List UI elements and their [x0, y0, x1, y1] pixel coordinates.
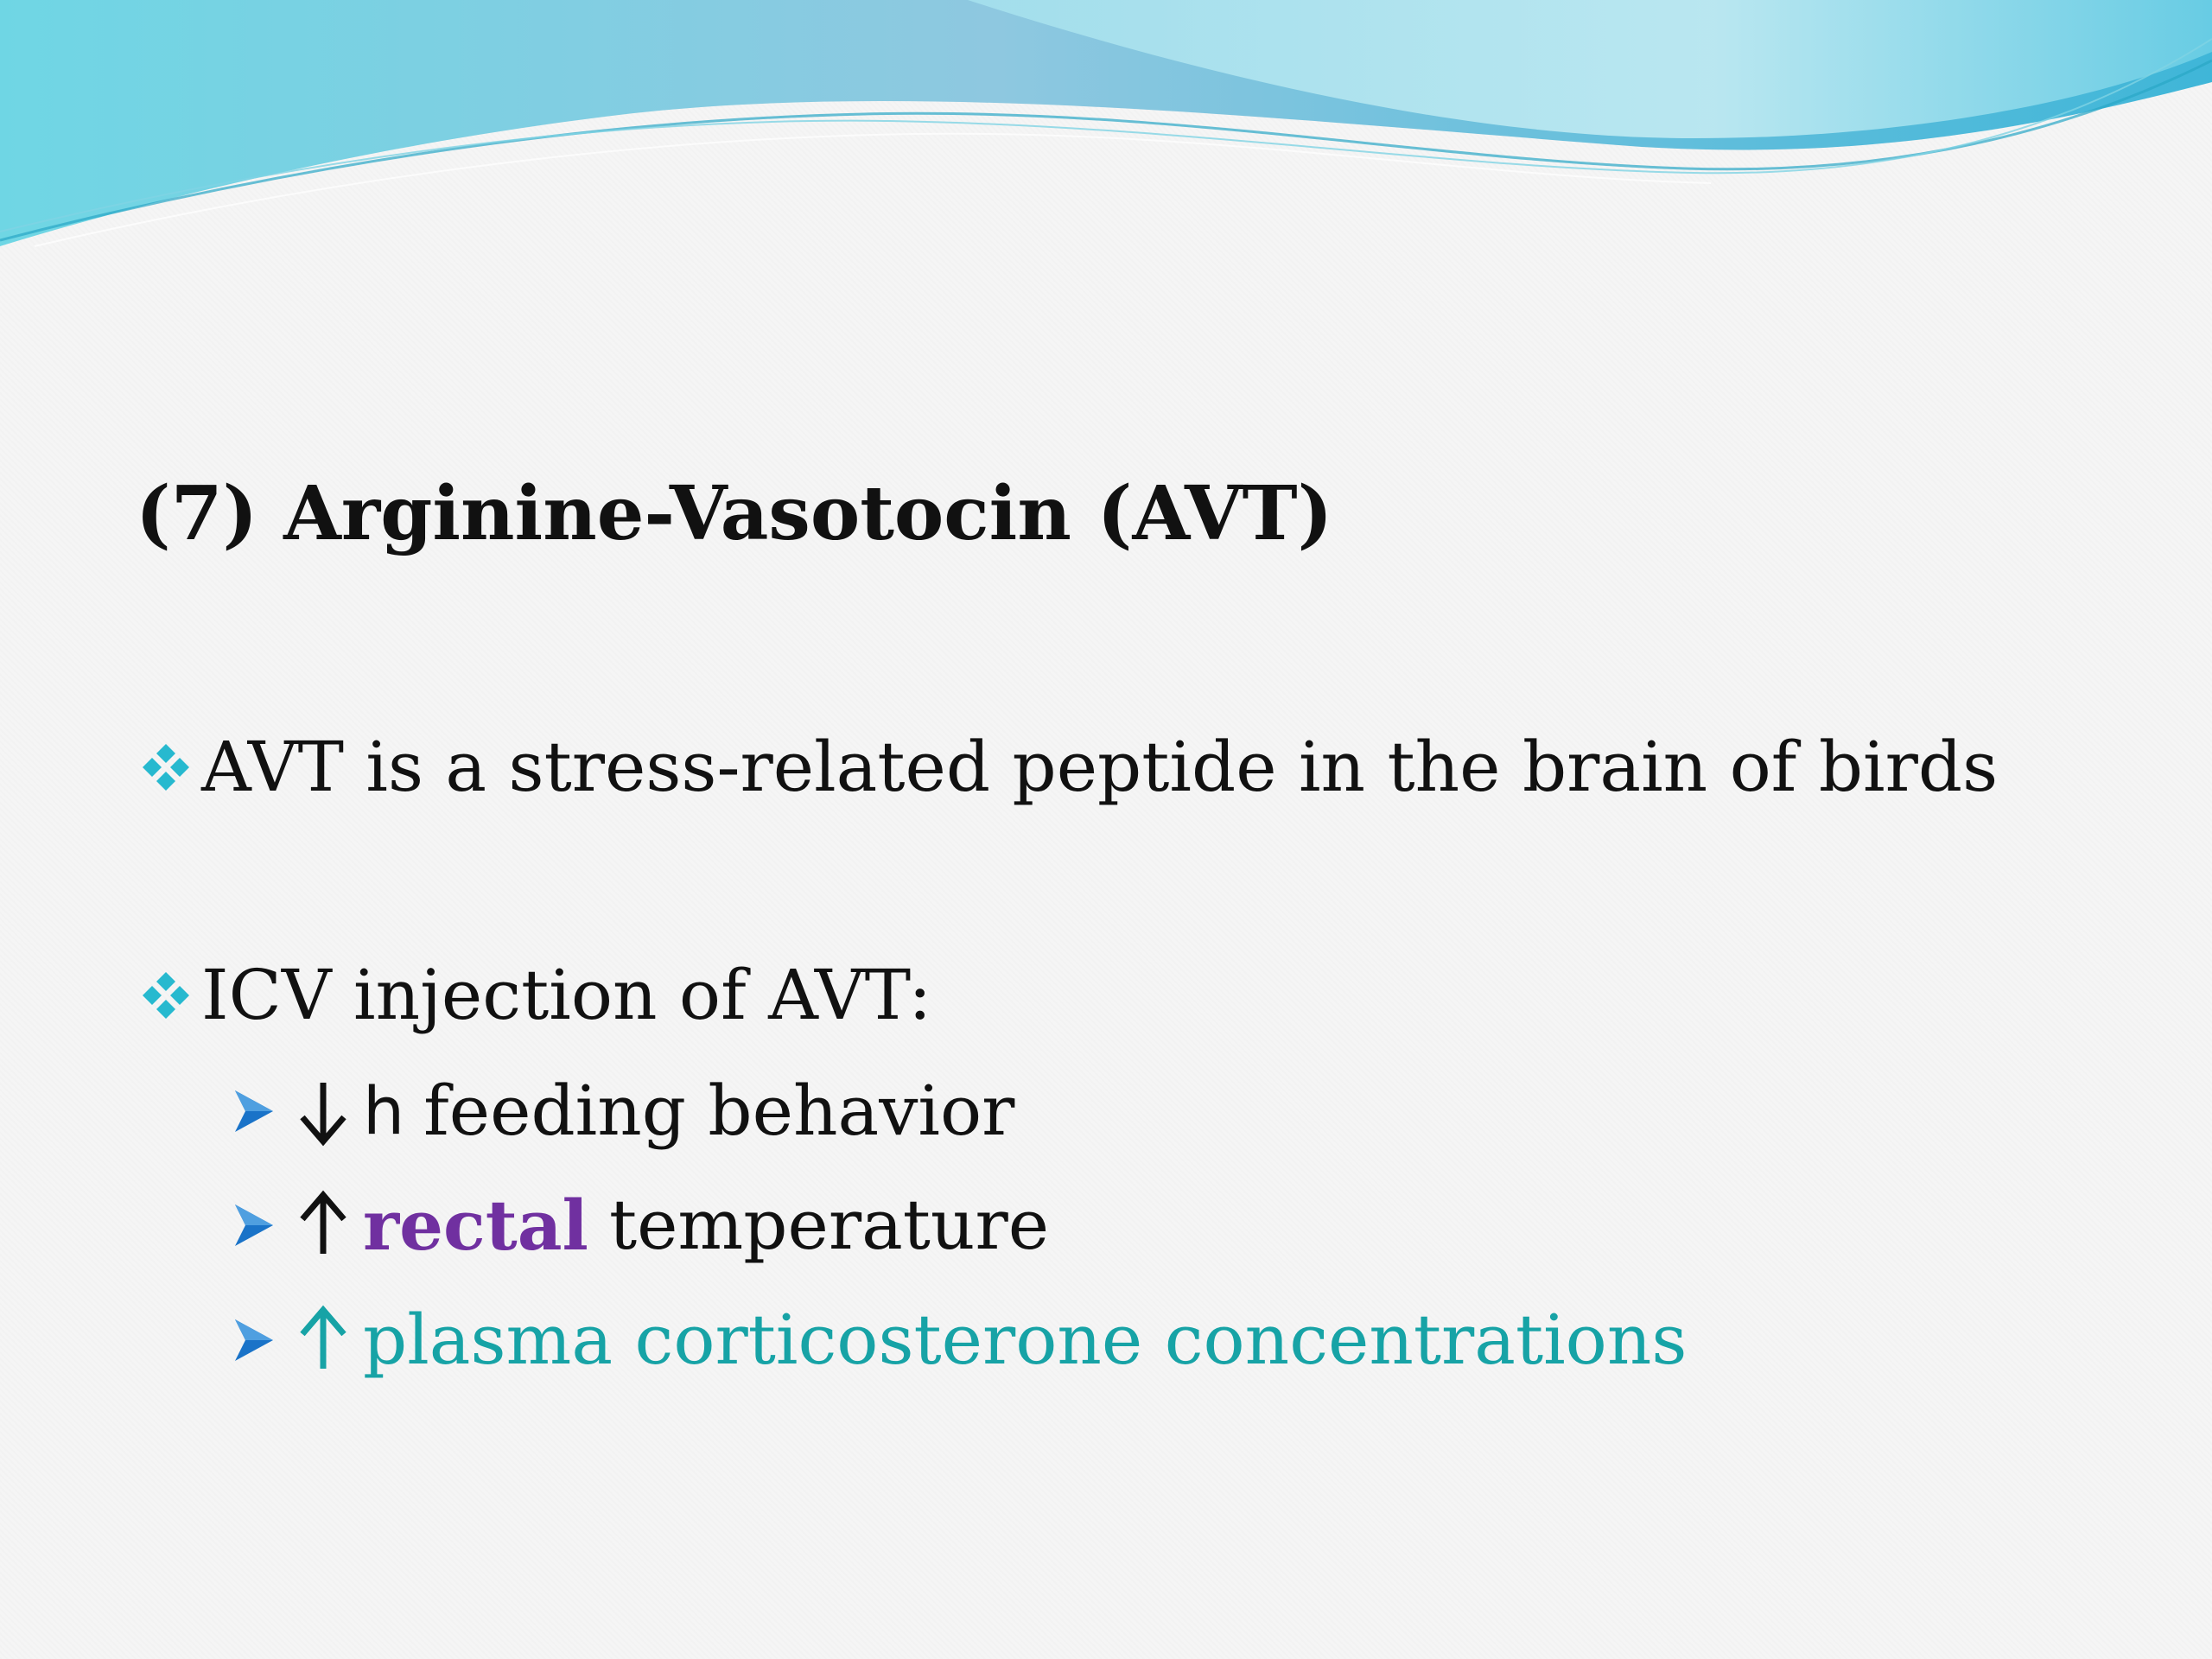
up-arrow-icon: [296, 1188, 351, 1262]
bullet-text: AVT is a stress-related peptide in the brain of birds: [201, 727, 1999, 807]
bullet-text: ICV injection of AVT:: [201, 955, 932, 1035]
diamond-bullet-icon: [136, 965, 196, 1026]
emphasis-text: rectal: [363, 1185, 588, 1266]
header-wave-decoration: [0, 0, 2212, 259]
sub-bullet-item: [232, 1071, 1015, 1151]
sub-bullet-text: plasma corticosterone concentrations: [363, 1300, 1688, 1380]
diamond-bullet-icon: [136, 737, 196, 798]
slide-title: (7) Arginine-Vasotocin (AVT): [136, 470, 1333, 557]
sub-bullet-item: [232, 1185, 1050, 1266]
sub-bullet-item: [232, 1300, 1688, 1380]
arrowhead-bullet-icon: [232, 1199, 276, 1251]
sub-bullet-text: feeding behavior: [423, 1071, 1015, 1151]
arrowhead-bullet-icon: [232, 1085, 276, 1137]
bullet-item: [136, 727, 1999, 807]
down-arrow-icon: [296, 1074, 351, 1148]
up-arrow-icon: [296, 1303, 351, 1377]
arrowhead-bullet-icon: [232, 1314, 276, 1366]
sub-bullet-text: temperature: [608, 1185, 1050, 1265]
prefix-letter: h: [363, 1072, 405, 1149]
bullet-item: [136, 955, 932, 1035]
